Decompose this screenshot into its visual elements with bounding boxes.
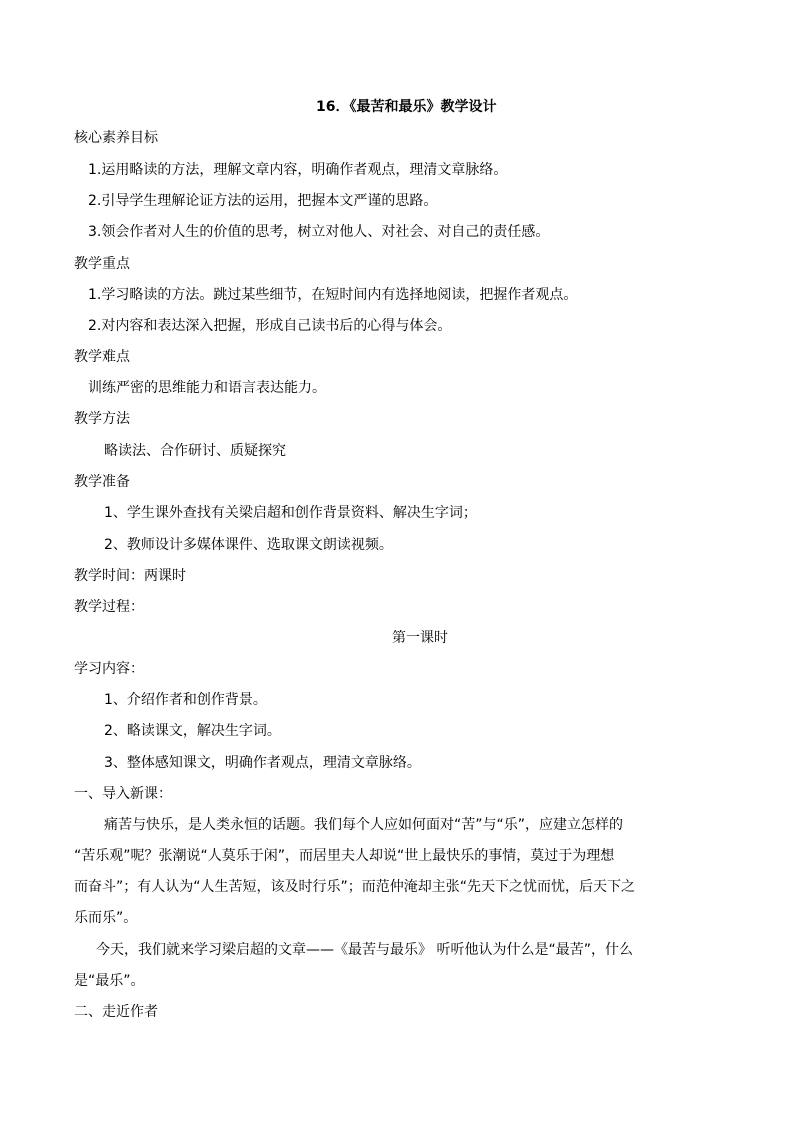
paragraph-line: 是“最乐”。 [74, 973, 145, 989]
preparation-item: 2、教师设计多媒体课件、选取课文朗读视频。 [104, 537, 393, 553]
lesson-one-heading: 第一课时 [392, 630, 448, 646]
paragraph-line: 痛苦与快乐，是人类永恒的话题。我们每个人应如何面对“苦”与“乐”，应建立怎样的 [104, 817, 624, 833]
preparation-item: 1、学生课外查找有关梁启超和创作背景资料、解决生字词； [104, 505, 477, 521]
difficulties-heading: 教学难点 [74, 349, 130, 365]
methods-text: 略读法、合作研讨、质疑探究 [104, 443, 286, 459]
paragraph-line: 今天，我们就来学习梁启超的文章——《最苦与最乐》 听听他认为什么是“最苦”，什么 [96, 942, 633, 958]
methods-heading: 教学方法 [74, 411, 130, 427]
paragraph-line: 乐而乐”。 [74, 910, 138, 926]
section-two-heading: 二、走近作者 [74, 1004, 158, 1020]
teaching-process-label: 教学过程： [74, 599, 144, 615]
core-goal-item: 1.运用略读的方法，理解文章内容，明确作者观点，理清文章脉络。 [88, 162, 508, 178]
section-one-heading: 一、导入新课： [74, 786, 172, 802]
preparation-heading: 教学准备 [74, 474, 130, 490]
core-goal-item: 2.引导学生理解论证方法的运用，把握本文严谨的思路。 [88, 193, 438, 209]
key-point-item: 2.对内容和表达深入把握，形成自己读书后的心得与体会。 [88, 318, 452, 334]
core-goals-heading: 核心素养目标 [74, 130, 158, 146]
learning-content-item: 3、整体感知课文，明确作者观点，理清文章脉络。 [104, 755, 421, 771]
key-point-item: 1.学习略读的方法。跳过某些细节，在短时间内有选择地阅读，把握作者观点。 [88, 287, 578, 303]
learning-content-item: 2、略读课文，解决生字词。 [104, 723, 281, 739]
learning-content-item: 1、介绍作者和创作背景。 [104, 692, 267, 708]
difficulties-text: 训练严密的思维能力和语言表达能力。 [88, 380, 326, 396]
paragraph-line: “苦乐观”呢？张潮说“人莫乐于闲”，而居里夫人却说“世上最快乐的事情，莫过于为理想 [74, 848, 615, 864]
key-points-heading: 教学重点 [74, 256, 130, 272]
teaching-time: 教学时间：两课时 [74, 568, 186, 584]
core-goal-item: 3.领会作者对人生的价值的思考，树立对他人、对社会、对自己的责任感。 [88, 224, 550, 240]
document-title: 16．《最苦和最乐》教学设计 [316, 99, 497, 115]
learning-content-label: 学习内容： [74, 661, 144, 677]
paragraph-line: 而奋斗”；有人认为“人生苦短，该及时行乐”；而范仲淹却主张“先天下之忧而忧，后天下之 [74, 879, 636, 895]
